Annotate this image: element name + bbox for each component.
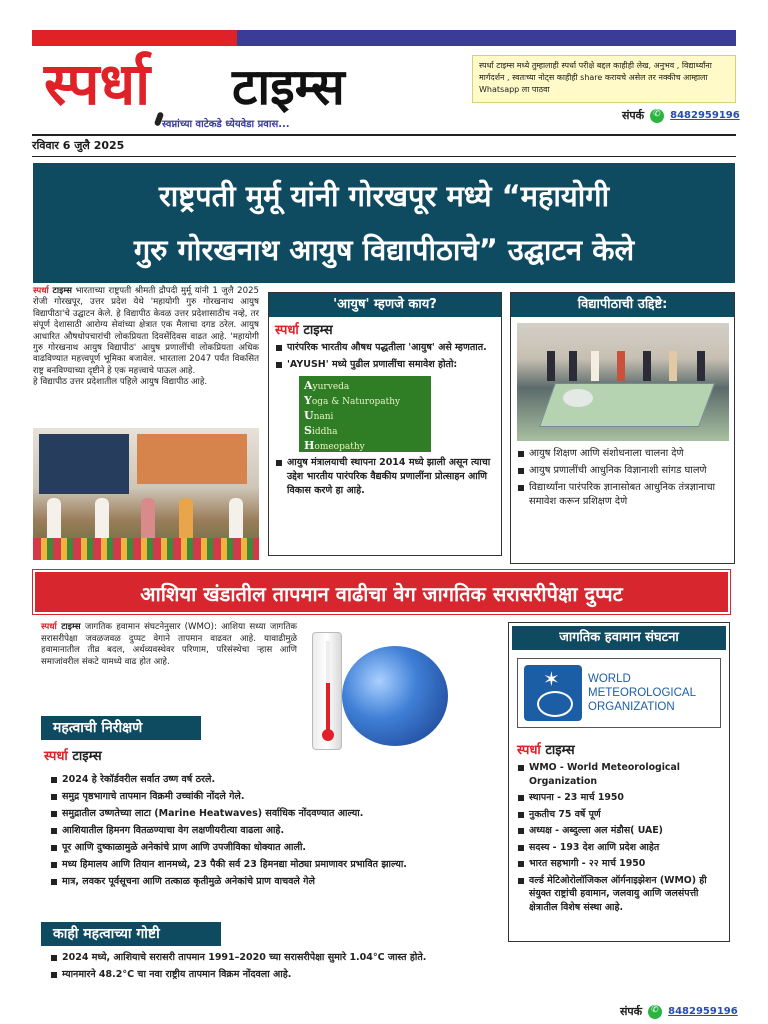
secondary-headline: आशिया खंडातील तापमान वाढीचा वेग जागतिक सरासरीपेक्षा दुप्पट <box>33 570 730 614</box>
thermometer-globe-illustration <box>306 630 456 750</box>
notes-title: काही महत्वाच्या गोष्टी <box>41 922 221 946</box>
goals-box-title: विद्यापीठाची उद्दिष्टे: <box>511 293 734 317</box>
wmo-facts-list <box>509 761 729 914</box>
list-item: आयुष शिक्षण आणि संशोधनाला चालना देणे <box>529 447 726 461</box>
headline-line-2: गुरु गोरखनाथ आयुष विद्यापीठाचे” उद्घाटन केले <box>133 233 635 267</box>
logo-part-black: टाइम्स <box>232 57 345 116</box>
wmo-logo: ✶ WORLD METEOROLOGICAL ORGANIZATION <box>517 658 721 728</box>
list-item: पूर आणि दुष्काळामुळे अनेकांचे प्राण आणि उपजीविका धोक्यात आली. <box>62 841 486 855</box>
list-item: 2024 हे रेकॉर्डवरील सर्वात उष्ण वर्ष ठरले. <box>62 773 486 787</box>
whatsapp-icon <box>650 109 664 123</box>
list-item: मात्र, लवकर पूर्वसूचना आणि तत्काळ कृतीमुळे अनेकांचे प्राण वाचवले गेले <box>62 875 486 889</box>
list-item: पारंपरिक भारतीय औषध पद्धतीला 'आयुष' असे म्हणतात. <box>287 341 493 355</box>
notes-list <box>44 948 494 982</box>
divider <box>32 156 736 157</box>
ayush-info-box <box>268 292 502 556</box>
logo-part-red: स्पर्धा <box>44 50 151 118</box>
story-text: जागतिक हवामान संघटनेनुसार (WMO): आशिया सध्या जागतिक सरासरीपेक्षा जवळजवळ दुप्पट वेगाने तापमान वाढवत आहे. यावाढीमुळे हवामानातील तीव्र बदल, अर्थव्यवस्थेवर परिणाम, परिसंस्थेचा ऱ्हास आणि समाजांवरील संकटे यामध्ये वाढ होत आहे. <box>41 622 297 667</box>
top-bar-red <box>32 30 237 46</box>
wmo-emblem-icon <box>524 665 582 721</box>
globe-icon <box>342 646 448 746</box>
inline-brand: स्पर्धा टाइम्स <box>33 286 72 296</box>
submission-notice: स्पर्धा टाइम्स मध्ये तुम्हालाही स्पर्धा परीक्षे बद्दल काहीही लेख, अनुभव , विद्यार्थ्यांना मार्गदर्शन , स्वतःच्या नोट्स काहीही share करायचे असेल तर नक्कीच आम्हाला Whatsapp ला पाठवा <box>472 55 736 103</box>
wmo-box-title: जागतिक हवामान संघटना <box>512 626 726 650</box>
story-gorakhpur <box>33 286 259 389</box>
story-asia-warming <box>41 622 297 668</box>
list-item: सदस्य - 193 देश आणि प्रदेश आहेत <box>529 841 723 855</box>
list-item: 2024 मध्ये, आशियाचे सरासरी तापमान 1991–2020 च्या सरासरीपेक्षा सुमारे 1.04°C जास्त होते. <box>62 951 486 965</box>
issue-date: रविवार 6 जुलै 2025 <box>32 139 125 152</box>
contact-label: संपर्क <box>620 1005 643 1018</box>
main-headline <box>33 163 735 283</box>
box-brand: स्पर्धा टाइम्स <box>517 743 575 758</box>
headline-line-1: राष्ट्रपती मुर्मू यांनी गोरखपूर मध्ये “महायोगी <box>158 179 610 213</box>
phone-link[interactable]: 8482959196 <box>668 1006 738 1017</box>
ayush-systems-list <box>299 376 431 452</box>
story-text: भारताच्या राष्ट्रपती श्रीमती द्रौपदी मुर्मू यांनी 1 जुलै 2025 रोजी गोरखपूर, उत्तर प्रदेश येथे 'महायोगी गुरु गोरखनाथ आयुष विद्यापीठा'चे उद्घाटन केले. हे विद्यापीठ केवळ उत्तर प्रदेशासाठीच नव्हे, तर संपूर्ण देशासाठी आरोग्य सेवांच्या क्षेत्रात एक मैलाचा दगड ठरेल. आयुष आधारित औषधोपचारांची लोकप्रियता दिवसेंदिवस वाढत आहे. 'महायोगी गुरु गोरखनाथ आयुष विद्यापीठ' आयुष प्रणालींची लोकप्रियता अधिक वाढविण्यात महत्त्वपूर्ण भूमिका बजावेल. भारताला 2047 पर्यंत विकसित राष्ट्र बनविण्याच्या दृष्टीने हे एक महत्त्वाचे पाऊल आहे. <box>33 286 260 376</box>
list-item: विद्यार्थ्यांना पारंपरिक ज्ञानासोबत आधुनिक तंत्रज्ञानाचा समावेश करून प्रशिक्षण देणे <box>529 481 726 509</box>
list-item: स्थापना - 23 मार्च 1950 <box>529 791 723 805</box>
phone-link[interactable]: 8482959196 <box>670 110 740 121</box>
list-item: मध्य हिमालय आणि तियान शानमध्ये, 23 पैकी सर्व 23 हिमनद्या मोठ्या प्रमाणावर प्रभावित झाल्या. <box>62 858 486 872</box>
observations-title: महत्वाची निरीक्षणे <box>41 716 201 740</box>
box-brand: स्पर्धा टाइम्स <box>275 323 333 338</box>
footer-contact <box>620 1004 738 1019</box>
list-item: समुद्र पृष्ठभागाचे तापमान विक्रमी उच्चांकी नोंदले गेले. <box>62 790 486 804</box>
goals-bullets <box>511 447 734 509</box>
list-item: अध्यक्ष - अब्दुल्ला अल मंडौस( UAE) <box>529 824 723 838</box>
system-item: Siddha <box>304 424 338 437</box>
university-goals-box <box>510 292 735 564</box>
contact-label: संपर्क <box>622 109 645 122</box>
ayush-bullets <box>269 341 501 372</box>
list-item: वर्ल्ड मेटिओरोलॉजिकल ऑर्गनाइझेशन (WMO) ही संयुक्त राष्ट्रांची हवामान, जलवायु आणि जलसंपत्ती क्षेत्रातील विशेष संस्था आहे. <box>529 874 723 915</box>
list-item: आयुष मंत्रालयाची स्थापना 2014 मध्ये झाली असून त्याचा उद्देश भारतीय पारंपरिक वैद्यकीय प्रणालींना प्रोत्साहन आणि विकास करणे हा आहे. <box>287 456 493 498</box>
inline-brand: स्पर्धा टाइम्स <box>41 622 81 632</box>
top-bar-blue <box>237 30 736 46</box>
list-item: म्यानमारने 48.2°C चा नवा राष्ट्रीय तापमान विक्रम नोंदवला आहे. <box>62 968 486 982</box>
ayush-box-title: 'आयुष' म्हणजे काय? <box>269 293 501 317</box>
tagline: स्वप्नांच्या वाटेकडे ध्येयवेडा प्रवास... <box>162 119 290 130</box>
list-item: WMO - World Meteorological Organization <box>529 761 723 788</box>
wmo-info-box <box>508 622 730 942</box>
thermometer-icon <box>312 632 342 750</box>
list-item: आयुष प्रणालींची आधुनिक विज्ञानाशी सांगड घालणे <box>529 464 726 478</box>
list-item: 'AYUSH' मध्ये पुढील प्रणालींचा समावेश होतो: <box>287 358 493 372</box>
system-item: Homeopathy <box>304 439 365 452</box>
divider <box>32 134 736 136</box>
header-contact <box>622 108 740 123</box>
observations-list <box>44 770 494 889</box>
system-item: Yoga & Naturopathy <box>304 394 401 407</box>
section-brand: स्पर्धा टाइम्स <box>44 749 102 764</box>
whatsapp-icon <box>648 1005 662 1019</box>
masthead-logo <box>44 46 444 132</box>
system-item: Unani <box>304 409 334 422</box>
top-color-bar <box>32 30 736 46</box>
university-model-photo <box>517 323 729 441</box>
system-item: Ayurveda <box>304 379 350 392</box>
list-item: आशियातील हिमनग वितळण्याचा वेग लक्षणीयरीत्या वाढला आहे. <box>62 824 486 838</box>
story-text-2: हे विद्यापीठ उत्तर प्रदेशातील पहिले आयुष विद्यापीठ आहे. <box>33 377 208 388</box>
inauguration-photo <box>33 428 259 560</box>
list-item: नुकतीच 75 वर्षे पूर्ण <box>529 808 723 822</box>
list-item: समुद्रातील उष्णतेच्या लाटा (Marine Heatwaves) सर्वाधिक नोंदवण्यात आल्या. <box>62 807 486 821</box>
list-item: भारत सहभागी - २२ मार्च 1950 <box>529 857 723 871</box>
